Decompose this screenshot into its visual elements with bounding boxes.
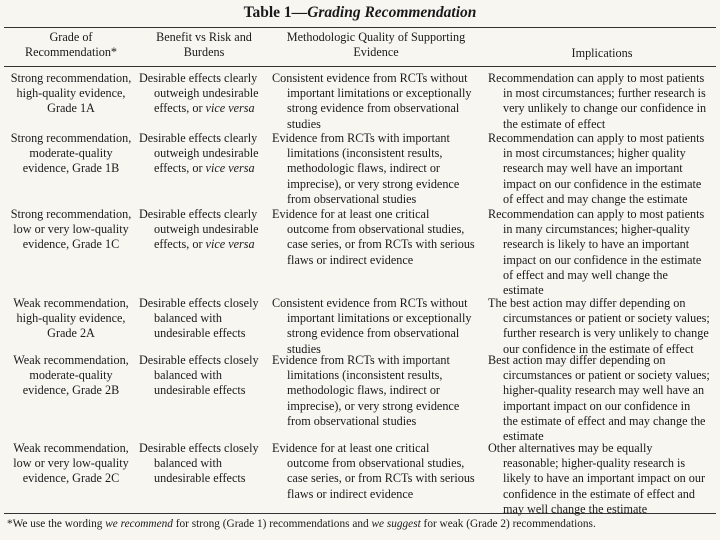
cell-line: reasonable; higher-quality research is: [503, 456, 686, 471]
grade-cell: [7, 131, 135, 177]
plain-text: outweigh undesirable: [154, 146, 259, 161]
quality-cell: [272, 131, 480, 207]
cell-line: circumstances or patient or society values;: [503, 368, 710, 383]
cell-line: in many circumstances; higher-quality: [503, 222, 690, 237]
cell-line: limitations (inconsistent results,: [287, 368, 443, 383]
cell-line: the estimate of effect: [503, 116, 606, 131]
cell-line: Recommendation can apply to most patients: [488, 207, 705, 221]
cell-line: estimate: [503, 283, 544, 298]
cell-line: [139, 441, 269, 456]
cell-line: methodologic flaws, indirect or: [287, 383, 440, 398]
cell-line: limitations (inconsistent results,: [287, 146, 443, 161]
cell-line: very unlikely to change our confidence in: [503, 101, 707, 116]
cell-line: Evidence for at least one critical: [272, 207, 430, 221]
quality-cell: [272, 441, 480, 502]
plain-text: Desirable effects closely: [139, 353, 259, 367]
cell-line: Strong recommendation,: [10, 131, 132, 145]
cell-line: flaws or indirect evidence: [287, 252, 414, 267]
footnote-text: *We use the wording: [7, 518, 106, 530]
cell-line: [139, 326, 269, 341]
emphasis-text: vice versa: [205, 237, 255, 252]
table-title: [0, 4, 720, 22]
cell-line: Grade 2A: [47, 326, 95, 341]
implications-cell: [488, 353, 716, 444]
benefit-cell: [139, 207, 269, 253]
header-line: Recommendation*: [24, 45, 118, 60]
cell-line: [139, 237, 269, 252]
table-title-prefix: Table 1—: [243, 4, 308, 21]
cell-line: our confidence in the estimate of effect: [503, 341, 694, 356]
cell-line: Consistent evidence from RCTs without: [272, 71, 468, 85]
grade-cell: [7, 296, 135, 342]
cell-line: circumstances or patient or society values;: [503, 311, 710, 326]
cell-line: important limitations or exceptionally: [287, 86, 472, 101]
cell-line: [139, 161, 269, 176]
cell-line: imprecise), or very strong evidence: [287, 176, 460, 191]
cell-line: Weak recommendation,: [13, 441, 129, 455]
plain-text: undesirable effects: [154, 326, 246, 341]
cell-line: [139, 296, 269, 311]
cell-line: [139, 86, 269, 101]
cell-line: evidence, Grade 1C: [22, 237, 120, 252]
cell-line: Weak recommendation,: [13, 353, 129, 367]
cell-line: high-quality evidence,: [16, 86, 126, 101]
cell-line: Weak recommendation,: [13, 296, 129, 310]
cell-line: [139, 222, 269, 237]
cell-line: outcome from observational studies,: [287, 222, 465, 237]
benefit-cell: [139, 353, 269, 399]
plain-text: effects, or: [154, 161, 206, 176]
benefit-cell: [139, 296, 269, 342]
cell-line: [139, 383, 269, 398]
header-line: Benefit vs Risk and: [156, 30, 252, 44]
cell-line: studies: [287, 116, 321, 131]
table-title-name: Grading Recommendation: [307, 4, 477, 21]
footnote-emphasis: we recommend: [105, 518, 173, 530]
cell-line: Strong recommendation,: [10, 207, 132, 221]
implications-cell: [488, 441, 716, 517]
cell-line: the estimate of effect and may change the: [503, 413, 706, 428]
cell-line: impact on our confidence in the estimate: [503, 176, 702, 191]
cell-line: research is likely to have an important: [503, 237, 690, 252]
cell-line: case series, or from RCTs with serious: [287, 237, 475, 252]
implications-cell: [488, 207, 716, 298]
header-line: Methodologic Quality of Supporting: [286, 30, 466, 44]
plain-text: Desirable effects closely: [139, 441, 259, 455]
table-footnote: [7, 518, 596, 530]
quality-cell: [272, 71, 480, 132]
plain-text: Desirable effects clearly: [139, 207, 258, 221]
plain-text: Desirable effects clearly: [139, 131, 258, 145]
benefit-cell: [139, 71, 269, 117]
cell-line: moderate-quality: [29, 146, 113, 161]
benefit-cell: [139, 131, 269, 177]
cell-line: strong evidence from observational: [287, 326, 460, 341]
quality-cell: [272, 296, 480, 357]
cell-line: Recommendation can apply to most patients: [488, 131, 705, 145]
cell-line: methodologic flaws, indirect or: [287, 161, 440, 176]
cell-line: from observational studies: [287, 191, 417, 206]
cell-line: further research is very unlikely to change: [503, 326, 709, 341]
cell-line: high-quality evidence,: [16, 311, 126, 326]
cell-line: Evidence from RCTs with important: [272, 353, 450, 367]
cell-line: likely to have an important impact on our: [503, 471, 706, 486]
plain-text: balanced with: [154, 456, 223, 471]
cell-line: Strong recommendation,: [10, 71, 132, 85]
cell-line: [139, 71, 269, 86]
benefit-cell: [139, 441, 269, 487]
header-line: Burdens: [183, 45, 225, 60]
cell-line: [139, 368, 269, 383]
grade-cell: [7, 353, 135, 399]
header-line: Grade of: [49, 30, 93, 44]
header-rule: [4, 66, 716, 67]
cell-line: flaws or indirect evidence: [287, 486, 414, 501]
cell-line: [139, 353, 269, 368]
plain-text: balanced with: [154, 368, 223, 383]
cell-line: impact on our confidence in the estimate: [503, 252, 702, 267]
header-grade: [7, 30, 135, 60]
plain-text: undesirable effects: [154, 383, 246, 398]
emphasis-text: vice versa: [205, 101, 255, 116]
cell-line: [139, 101, 269, 116]
footnote-emphasis: we suggest: [371, 518, 421, 530]
plain-text: Desirable effects clearly: [139, 71, 258, 85]
cell-line: Grade 1A: [47, 101, 95, 116]
plain-text: Desirable effects closely: [139, 296, 259, 310]
footnote-text: for strong (Grade 1) recommendations and: [172, 518, 372, 530]
cell-line: Best action may differ depending on: [488, 353, 666, 367]
grade-cell: [7, 71, 135, 117]
cell-line: of effect and may well change the: [503, 267, 668, 282]
implications-cell: [488, 71, 716, 132]
plain-text: balanced with: [154, 311, 223, 326]
header-benefit: [139, 30, 269, 60]
cell-line: research may well have an important: [503, 161, 683, 176]
cell-line: outcome from observational studies,: [287, 456, 465, 471]
plain-text: effects, or: [154, 237, 206, 252]
cell-line: confidence in the estimate of effect and: [503, 486, 695, 501]
cell-line: [139, 311, 269, 326]
cell-line: in most circumstances; higher quality: [503, 146, 686, 161]
cell-line: moderate-quality: [29, 368, 113, 383]
header-line: Evidence: [353, 45, 399, 60]
cell-line: in most circumstances; further research is: [503, 86, 706, 101]
cell-line: Other alternatives may be equally: [488, 441, 653, 455]
implications-cell: [488, 131, 716, 207]
bottom-rule: [4, 513, 716, 514]
emphasis-text: vice versa: [205, 161, 255, 176]
top-rule: [4, 27, 716, 28]
cell-line: The best action may differ depending on: [488, 296, 686, 310]
cell-line: strong evidence from observational: [287, 101, 460, 116]
header-quality: [272, 30, 480, 60]
quality-cell: [272, 353, 480, 429]
cell-line: [139, 471, 269, 486]
header-implications: [488, 46, 716, 61]
cell-line: Evidence for at least one critical: [272, 441, 430, 455]
plain-text: outweigh undesirable: [154, 86, 259, 101]
cell-line: evidence, Grade 1B: [22, 161, 120, 176]
cell-line: [139, 131, 269, 146]
cell-line: studies: [287, 341, 321, 356]
implications-cell: [488, 296, 716, 357]
cell-line: important limitations or exceptionally: [287, 311, 472, 326]
cell-line: evidence, Grade 2C: [22, 471, 120, 486]
cell-line: higher-quality research may well have an: [503, 383, 705, 398]
header-line: Implications: [571, 46, 633, 60]
grade-cell: [7, 207, 135, 253]
cell-line: [139, 456, 269, 471]
quality-cell: [272, 207, 480, 268]
cell-line: low or very low-quality: [13, 456, 129, 471]
plain-text: outweigh undesirable: [154, 222, 259, 237]
cell-line: imprecise), or very strong evidence: [287, 398, 460, 413]
cell-line: [139, 207, 269, 222]
cell-line: case series, or from RCTs with serious: [287, 471, 475, 486]
cell-line: may well change the estimate: [503, 501, 648, 516]
cell-line: Consistent evidence from RCTs without: [272, 296, 468, 310]
footnote-text: for weak (Grade 2) recommendations.: [420, 518, 596, 530]
grade-cell: [7, 441, 135, 487]
cell-line: [139, 146, 269, 161]
plain-text: effects, or: [154, 101, 206, 116]
cell-line: low or very low-quality: [13, 222, 129, 237]
cell-line: Evidence from RCTs with important: [272, 131, 450, 145]
cell-line: estimate: [503, 429, 544, 444]
cell-line: evidence, Grade 2B: [22, 383, 120, 398]
cell-line: of effect and may change the estimate: [503, 191, 688, 206]
cell-line: important impact on our confidence in: [503, 398, 691, 413]
cell-line: Recommendation can apply to most patients: [488, 71, 705, 85]
plain-text: undesirable effects: [154, 471, 246, 486]
cell-line: from observational studies: [287, 413, 417, 428]
